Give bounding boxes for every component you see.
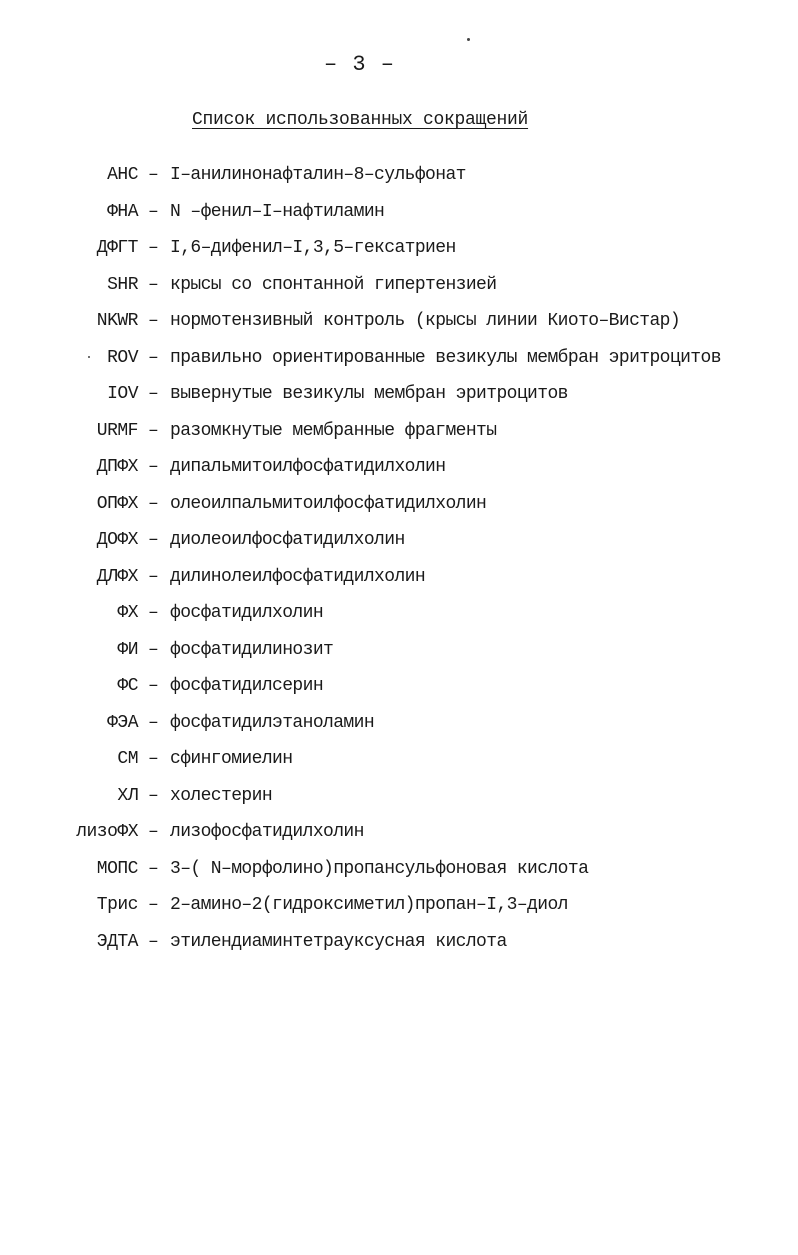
abbreviation-dash: – <box>148 530 159 550</box>
abbreviation-definition: правильно ориентированные везикулы мембран эритроцитов <box>170 348 721 368</box>
abbreviation-dash: – <box>148 932 159 952</box>
abbreviation-dash: – <box>148 786 159 806</box>
abbreviation-term: ДОФХ <box>96 530 138 550</box>
abbreviation-term: ФИ <box>117 640 138 660</box>
abbreviation-term: ФЭА <box>107 713 138 733</box>
abbreviation-definition: фосфатидилэтаноламин <box>170 713 375 733</box>
abbreviation-term: URMF <box>96 421 138 441</box>
abbreviation-definition: дилинолеилфосфатидилхолин <box>170 567 426 587</box>
abbreviation-row <box>0 892 798 918</box>
abbreviation-definition: разомкнутые мембранные фрагменты <box>170 421 497 441</box>
abbreviation-dash: – <box>148 822 159 842</box>
abbreviation-dash: – <box>148 384 159 404</box>
abbreviation-row <box>0 308 798 334</box>
abbreviation-row <box>0 235 798 261</box>
abbreviation-dash: – <box>148 275 159 295</box>
abbreviation-dash: – <box>148 895 159 915</box>
abbreviation-dash: – <box>148 676 159 696</box>
abbreviation-row <box>0 491 798 517</box>
abbreviation-definition: 2–амино–2(гидроксиметил)пропан–I,3–диол <box>170 895 568 915</box>
abbreviation-term: Трис <box>96 895 138 915</box>
abbreviation-definition: фосфатидилинозит <box>170 640 334 660</box>
abbreviation-dash: – <box>148 859 159 879</box>
abbreviation-row <box>0 199 798 225</box>
abbreviation-dash: – <box>148 749 159 769</box>
abbreviation-term: ROV <box>107 348 138 368</box>
abbreviation-definition: 3–( N–морфолино)пропансульфоновая кислота <box>170 859 589 879</box>
abbreviation-term: ЭДТА <box>96 932 138 952</box>
abbreviation-definition: N –фенил–I–нафтиламин <box>170 202 385 222</box>
abbreviation-row <box>0 600 798 626</box>
abbreviation-definition: дипальмитоилфосфатидилхолин <box>170 457 446 477</box>
abbreviation-row <box>0 381 798 407</box>
abbreviation-row <box>0 162 798 188</box>
abbreviation-row <box>0 454 798 480</box>
abbreviation-term: SHR <box>107 275 138 295</box>
abbreviation-definition: крысы со спонтанной гипертензией <box>170 275 497 295</box>
abbreviation-dash: – <box>148 348 159 368</box>
abbreviation-dash: – <box>148 311 159 331</box>
abbreviation-term: ОПФХ <box>96 494 138 514</box>
abbreviation-definition: I,6–дифенил–I,3,5–гексатриен <box>170 238 456 258</box>
abbreviation-dash: – <box>148 457 159 477</box>
abbreviation-definition: сфингомиелин <box>170 749 293 769</box>
abbreviation-dash: – <box>148 603 159 623</box>
abbreviation-row <box>0 783 798 809</box>
abbreviation-term: лизоФХ <box>76 822 138 842</box>
abbreviation-row <box>0 929 798 955</box>
abbreviation-definition: олеоилпальмитоилфосфатидилхолин <box>170 494 487 514</box>
abbreviation-term: ФС <box>117 676 138 696</box>
abbreviation-dash: – <box>148 421 159 441</box>
abbreviation-term: СМ <box>117 749 138 769</box>
abbreviation-dash: – <box>148 494 159 514</box>
abbreviation-definition: этилендиаминтетрауксусная кислота <box>170 932 507 952</box>
abbreviation-term: АНС <box>107 165 138 185</box>
abbreviation-row <box>0 637 798 663</box>
abbreviation-row <box>0 564 798 590</box>
abbreviation-row <box>0 418 798 444</box>
abbreviation-dash: – <box>148 713 159 733</box>
abbreviation-term: ФНА <box>107 202 138 222</box>
abbreviation-definition: I–анилинонафталин–8–сульфонат <box>170 165 466 185</box>
abbreviation-term: IOV <box>107 384 138 404</box>
page-title: Список использованных сокращений <box>192 110 529 130</box>
abbreviation-row <box>0 673 798 699</box>
abbreviation-row <box>0 856 798 882</box>
abbreviation-dash: – <box>148 640 159 660</box>
abbreviation-row <box>0 746 798 772</box>
abbreviation-row <box>0 527 798 553</box>
abbreviation-term: ФХ <box>117 603 138 623</box>
abbreviation-term: МОПС <box>96 859 138 879</box>
abbreviation-term: ДФГТ <box>96 238 138 258</box>
abbreviation-row <box>0 272 798 298</box>
abbreviation-definition: вывернутые везикулы мембран эритроцитов <box>170 384 568 404</box>
abbreviation-row <box>0 710 798 736</box>
abbreviation-definition: холестерин <box>170 786 273 806</box>
abbreviation-dash: – <box>148 238 159 258</box>
abbreviation-dash: – <box>148 165 159 185</box>
abbreviation-definition: нормотензивный контроль (крысы линии Киото–Вистар) <box>170 311 681 331</box>
abbreviation-definition: диолеоилфосфатидилхолин <box>170 530 405 550</box>
abbreviation-term: ДЛФХ <box>96 567 138 587</box>
abbreviation-term: ХЛ <box>117 786 138 806</box>
abbreviation-term: ДПФХ <box>96 457 138 477</box>
abbreviation-definition: лизофосфатидилхолин <box>170 822 364 842</box>
abbreviation-row <box>0 819 798 845</box>
abbreviation-definition: фосфатидилсерин <box>170 676 324 696</box>
abbreviation-definition: фосфатидилхолин <box>170 603 324 623</box>
abbreviation-row <box>0 345 798 371</box>
abbreviation-dash: – <box>148 202 159 222</box>
page-number: – 3 – <box>324 52 396 77</box>
abbreviation-term: NKWR <box>96 311 138 331</box>
abbreviation-dash: – <box>148 567 159 587</box>
